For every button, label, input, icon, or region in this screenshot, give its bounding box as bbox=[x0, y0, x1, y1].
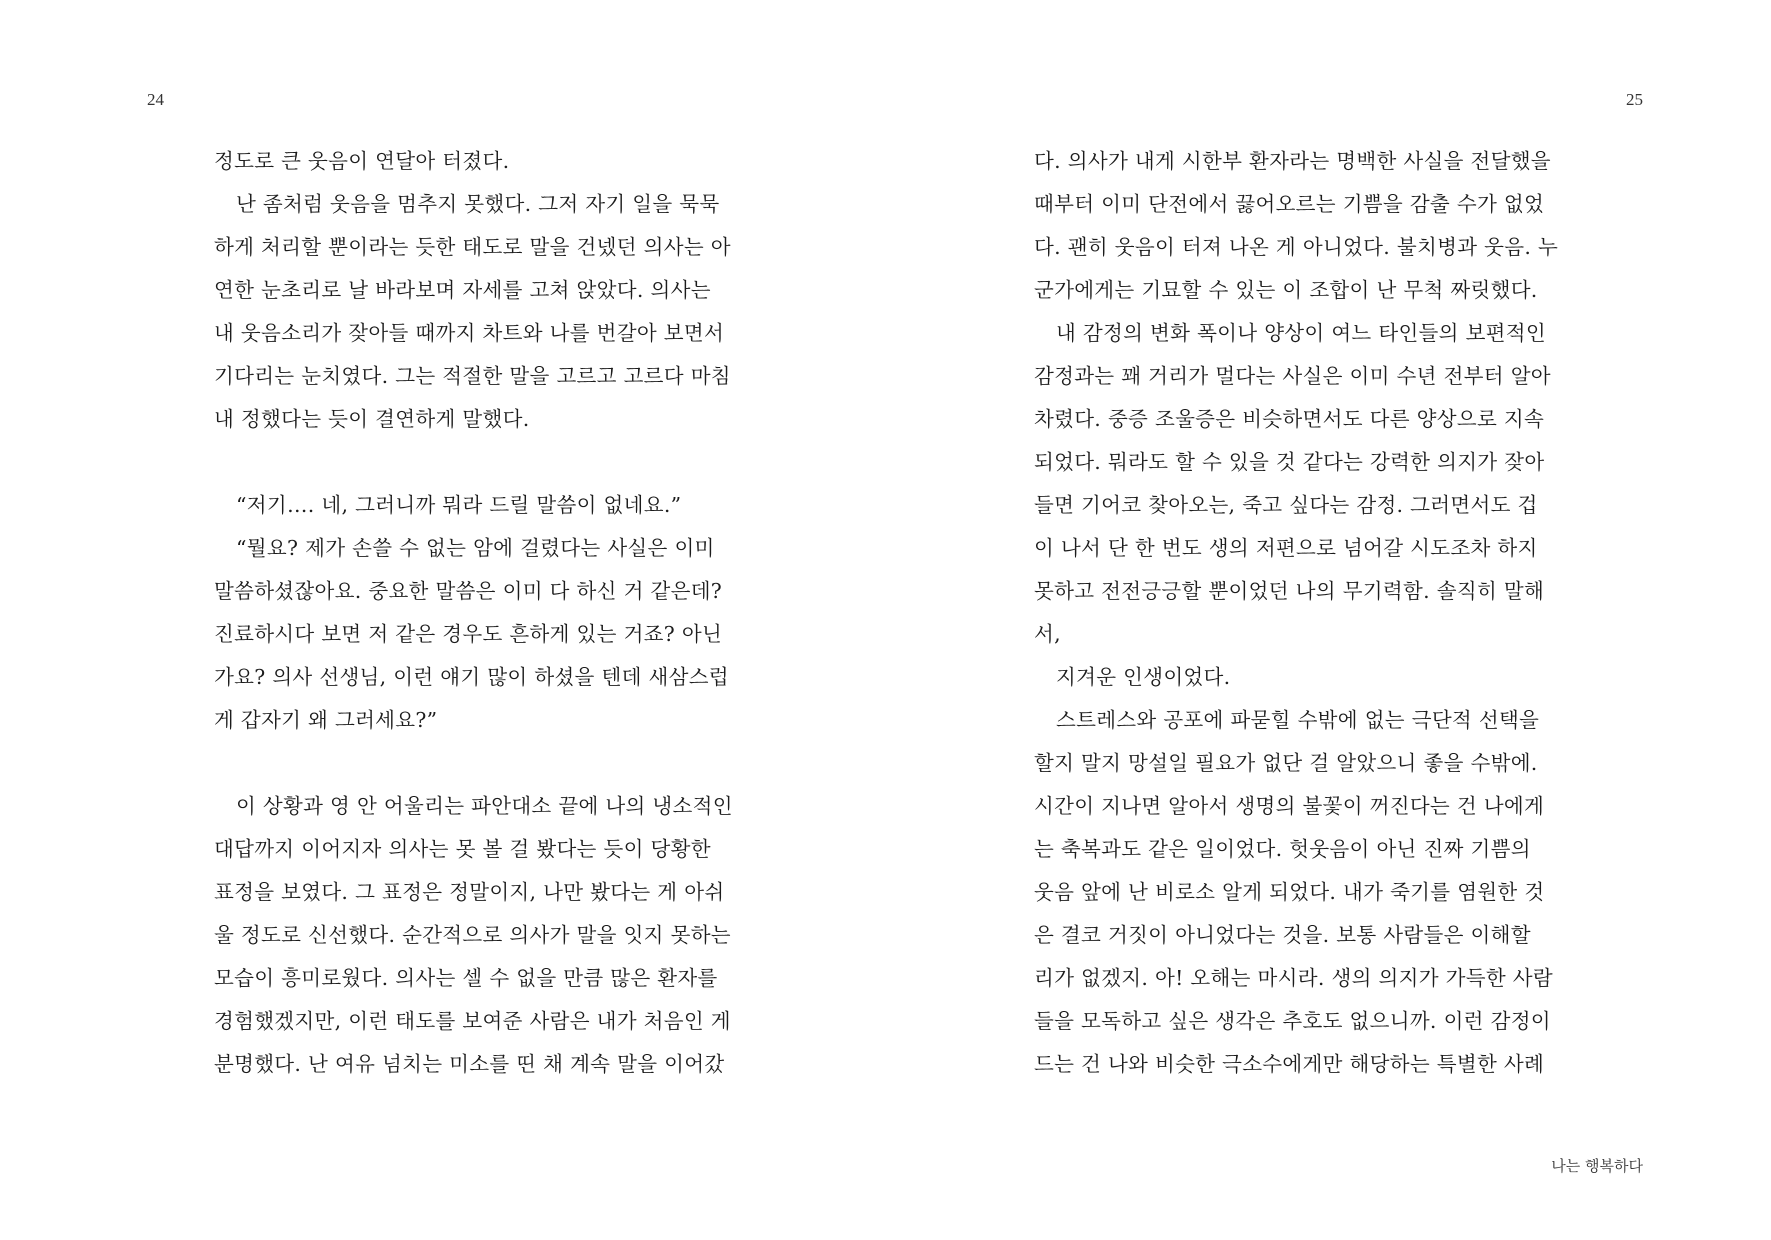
text-line: 지겨운 인생이었다. bbox=[1056, 665, 1231, 689]
text-line: 군가에게는 기묘할 수 있는 이 조합이 난 무척 짜릿했다. bbox=[1034, 278, 1538, 302]
paragraph-gap bbox=[214, 742, 760, 785]
dialogue-line: 가요? 의사 선생님, 이런 얘기 많이 하셨을 텐데 새삼스럽 bbox=[214, 665, 729, 689]
text-line: 못하고 전전긍긍할 뿐이었던 나의 무기력함. 솔직히 말해 bbox=[1034, 579, 1545, 603]
page-number-right: 25 bbox=[1626, 90, 1643, 109]
paragraph-gap bbox=[214, 441, 760, 484]
running-footer-title: 나는 행복하다 bbox=[1551, 1157, 1643, 1175]
text-line: 감정과는 꽤 거리가 멀다는 사실은 이미 수년 전부터 알아 bbox=[1034, 364, 1551, 388]
text-line: 정도로 큰 웃음이 연달아 터졌다. bbox=[214, 149, 510, 173]
text-line: 차렸다. 중증 조울증은 비슷하면서도 다른 양상으로 지속 bbox=[1034, 407, 1545, 431]
text-line: 리가 없겠지. 아! 오해는 마시라. 생의 의지가 가득한 사람 bbox=[1034, 966, 1553, 990]
left-page-body bbox=[214, 140, 760, 1086]
text-line: 내 감정의 변화 폭이나 양상이 여느 타인들의 보편적인 bbox=[1056, 321, 1546, 345]
text-line: 기다리는 눈치였다. 그는 적절한 말을 고르고 고르다 마침 bbox=[214, 364, 731, 388]
text-line: 드는 건 나와 비슷한 극소수에게만 해당하는 특별한 사례 bbox=[1034, 1052, 1545, 1076]
text-line: 이 상황과 영 안 어울리는 파안대소 끝에 나의 냉소적인 bbox=[236, 794, 733, 818]
text-line: 이 나서 단 한 번도 생의 저편으로 넘어갈 시도조차 하지 bbox=[1034, 536, 1538, 560]
text-line: 다. 괜히 웃음이 터져 나온 게 아니었다. 불치병과 웃음. 누 bbox=[1034, 235, 1559, 259]
text-line: 연한 눈초리로 날 바라보며 자세를 고쳐 앉았다. 의사는 bbox=[214, 278, 711, 302]
right-page-body bbox=[1034, 140, 1580, 1086]
right-page bbox=[886, 0, 1771, 1240]
text-line: 다. 의사가 내게 시한부 환자라는 명백한 사실을 전달했을 bbox=[1034, 149, 1551, 173]
text-line: 난 좀처럼 웃음을 멈추지 못했다. 그저 자기 일을 묵묵 bbox=[236, 192, 720, 216]
dialogue-line: 진료하시다 보면 저 같은 경우도 흔하게 있는 거죠? 아닌 bbox=[214, 622, 723, 646]
dialogue-line: “뭘요? 제가 손쓸 수 없는 암에 걸렸다는 사실은 이미 bbox=[236, 536, 715, 560]
dialogue-line: 게 갑자기 왜 그러세요?” bbox=[214, 708, 438, 732]
text-line: 웃음 앞에 난 비로소 알게 되었다. 내가 죽기를 염원한 것 bbox=[1034, 880, 1545, 904]
text-line: 되었다. 뭐라도 할 수 있을 것 같다는 강력한 의지가 잦아 bbox=[1034, 450, 1545, 474]
text-line: 들면 기어코 찾아오는, 죽고 싶다는 감정. 그러면서도 겁 bbox=[1034, 493, 1538, 517]
text-line: 하게 처리할 뿐이라는 듯한 태도로 말을 건넸던 의사는 아 bbox=[214, 235, 731, 259]
text-line: 분명했다. 난 여유 넘치는 미소를 띤 채 계속 말을 이어갔 bbox=[214, 1052, 725, 1076]
text-line: 들을 모독하고 싶은 생각은 추호도 없으니까. 이런 감정이 bbox=[1034, 1009, 1551, 1033]
text-line: 때부터 이미 단전에서 끓어오르는 기쁨을 감출 수가 없었 bbox=[1034, 192, 1545, 216]
dialogue-line: “저기…. 네, 그러니까 뭐라 드릴 말씀이 없네요.” bbox=[236, 493, 682, 517]
text-line: 시간이 지나면 알아서 생명의 불꽃이 꺼진다는 건 나에게 bbox=[1034, 794, 1545, 818]
text-line: 은 결코 거짓이 아니었다는 것을. 보통 사람들은 이해할 bbox=[1034, 923, 1531, 947]
text-line: 스트레스와 공포에 파묻힐 수밖에 없는 극단적 선택을 bbox=[1056, 708, 1540, 732]
dialogue-line: 말씀하셨잖아요. 중요한 말씀은 이미 다 하신 거 같은데? bbox=[214, 579, 723, 603]
text-line: 모습이 흥미로웠다. 의사는 셀 수 없을 만큼 많은 환자를 bbox=[214, 966, 718, 990]
text-line: 할지 말지 망설일 필요가 없단 걸 알았으니 좋을 수밖에. bbox=[1034, 751, 1538, 775]
text-line: 서, bbox=[1034, 622, 1061, 646]
text-line: 표정을 보였다. 그 표정은 정말이지, 나만 봤다는 게 아쉬 bbox=[214, 880, 725, 904]
text-line: 울 정도로 신선했다. 순간적으로 의사가 말을 잇지 못하는 bbox=[214, 923, 731, 947]
page-number-left: 24 bbox=[147, 90, 164, 109]
left-page bbox=[0, 0, 885, 1240]
text-line: 내 정했다는 듯이 결연하게 말했다. bbox=[214, 407, 530, 431]
text-line: 내 웃음소리가 잦아들 때까지 차트와 나를 번갈아 보면서 bbox=[214, 321, 725, 345]
text-line: 경험했겠지만, 이런 태도를 보여준 사람은 내가 처음인 게 bbox=[214, 1009, 731, 1033]
text-line: 는 축복과도 같은 일이었다. 헛웃음이 아닌 진짜 기쁨의 bbox=[1034, 837, 1531, 861]
text-line: 대답까지 이어지자 의사는 못 볼 걸 봤다는 듯이 당황한 bbox=[214, 837, 711, 861]
